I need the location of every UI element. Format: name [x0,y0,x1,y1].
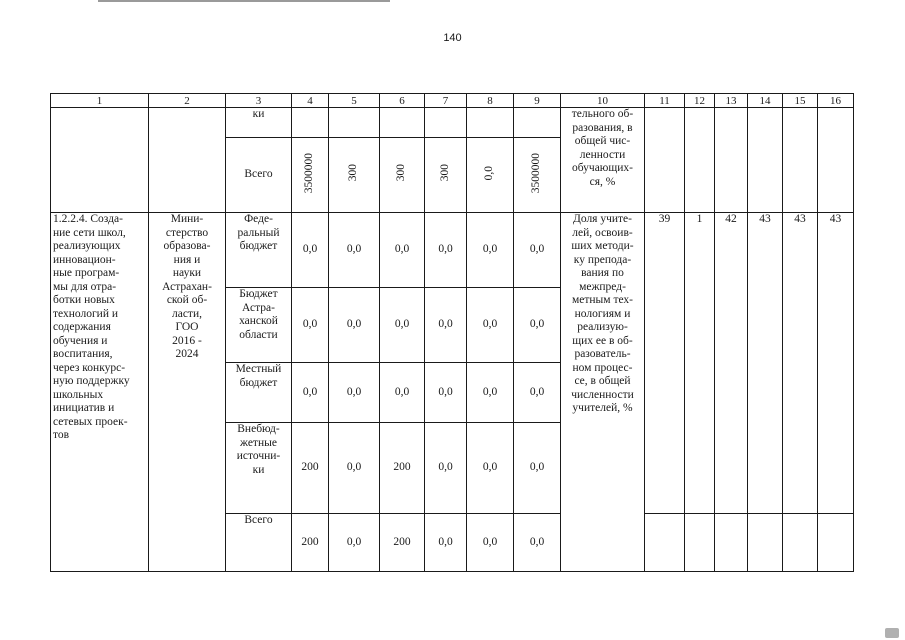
target-cell-empty [715,514,748,572]
value-cell-empty [329,108,380,138]
target-cell-empty [645,108,685,213]
funding-value: 0,0 [425,288,467,363]
column-number: 12 [685,94,715,108]
funding-value: 0,0 [514,213,561,288]
funding-value: 0,0 [514,514,561,572]
target-cell-empty [685,514,715,572]
funding-source-label: Бюджет Астра- ханской области [226,288,292,363]
funding-value: 0,0 [329,363,380,423]
column-number: 11 [645,94,685,108]
funding-value: 200 [292,423,329,514]
target-value: 43 [818,213,854,514]
column-number: 10 [561,94,645,108]
funding-value: 0,0 [425,423,467,514]
target-cell-empty [783,108,818,213]
column-number: 5 [329,94,380,108]
funding-value: 0,0 [514,363,561,423]
value-cell-empty [425,108,467,138]
total-value-cell [514,138,561,213]
total-value: 0,0 [483,165,496,180]
target-value: 1 [685,213,715,514]
funding-source-fragment: ки [226,108,292,138]
total-value-cell [329,138,380,213]
total-value-cell [292,138,329,213]
program-table [50,93,854,572]
total-value-cell [425,138,467,213]
column-number: 4 [292,94,329,108]
funding-value: 0,0 [380,213,425,288]
funding-source-label: Феде- ральный бюджет [226,213,292,288]
scan-corner-mark [885,628,899,638]
funding-value: 0,0 [467,288,514,363]
column-number: 16 [818,94,854,108]
column-number: 6 [380,94,425,108]
funding-value: 0,0 [467,514,514,572]
funding-value: 0,0 [292,213,329,288]
funding-value: 0,0 [467,363,514,423]
funding-value: 0,0 [292,363,329,423]
value-cell-empty [292,108,329,138]
funding-value: 0,0 [380,288,425,363]
value-cell-empty [467,108,514,138]
funding-value: 0,0 [329,213,380,288]
funding-source-label: Всего [226,514,292,572]
funding-source-label: Местный бюджет [226,363,292,423]
target-cell-empty [748,108,783,213]
target-value: 43 [783,213,818,514]
executor-cell-empty [149,108,226,213]
funding-value: 0,0 [292,288,329,363]
target-cell-empty [715,108,748,213]
funding-row-federal [51,213,854,288]
total-value: 3500000 [530,152,543,193]
funding-value: 0,0 [514,423,561,514]
column-number: 2 [149,94,226,108]
target-value: 42 [715,213,748,514]
funding-value: 0,0 [425,363,467,423]
funding-value: 0,0 [425,213,467,288]
total-value: 3500000 [303,152,316,193]
value-cell-empty [514,108,561,138]
funding-value: 0,0 [467,213,514,288]
page-number: 140 [443,32,462,44]
funding-value: 0,0 [380,363,425,423]
column-number: 14 [748,94,783,108]
target-cell-empty [685,108,715,213]
funding-value: 0,0 [467,423,514,514]
column-number: 13 [715,94,748,108]
funding-value: 0,0 [514,288,561,363]
column-number: 7 [425,94,467,108]
target-cell-empty [818,514,854,572]
activity-description: 1.2.2.4. Созда- ние сети школ, реализующих инновацион- ные програм- мы для отра- ботки новых технологий и содержания обучения и воспитания, через конкурс- ную поддержку школьных инициатив и сетевых проек- тов [51,213,149,572]
column-number: 3 [226,94,292,108]
target-cell-empty [783,514,818,572]
total-value: 300 [395,164,408,182]
funding-value: 0,0 [425,514,467,572]
column-number: 1 [51,94,149,108]
scan-artifact-line [98,0,390,2]
total-value-cell [380,138,425,213]
funding-value: 0,0 [329,423,380,514]
total-value: 300 [347,164,360,182]
target-cell-empty [818,108,854,213]
column-number: 9 [514,94,561,108]
indicator-text: Доля учите- лей, освоив- ших методи- ку препода- вания по межпред- метным тех- нологиям и реализую- щих ее в об- разователь- ном процес- се, в общей численности учителей, % [561,213,645,572]
total-value-cell [467,138,514,213]
column-number: 8 [467,94,514,108]
continuation-row [51,108,854,138]
value-cell-empty [380,108,425,138]
indicator-text: тельного об- разования, в общей чис- ленности обучающих- ся, % [561,108,645,213]
total-value: 300 [438,164,451,182]
target-value: 39 [645,213,685,514]
funding-value: 200 [380,423,425,514]
target-cell-empty [645,514,685,572]
funding-value: 0,0 [329,288,380,363]
target-cell-empty [748,514,783,572]
funding-value: 200 [380,514,425,572]
funding-source-label: Всего [226,138,292,213]
column-number: 15 [783,94,818,108]
activity-cell-empty [51,108,149,213]
funding-value: 0,0 [329,514,380,572]
funding-source-label: Внебюд- жетные источни- ки [226,423,292,514]
column-number-row [51,94,854,108]
executor-and-period: Мини- стерство образова- ния и науки Астрахан- ской об- ласти, ГОО 2016 - 2024 [149,213,226,572]
funding-value: 200 [292,514,329,572]
target-value: 43 [748,213,783,514]
